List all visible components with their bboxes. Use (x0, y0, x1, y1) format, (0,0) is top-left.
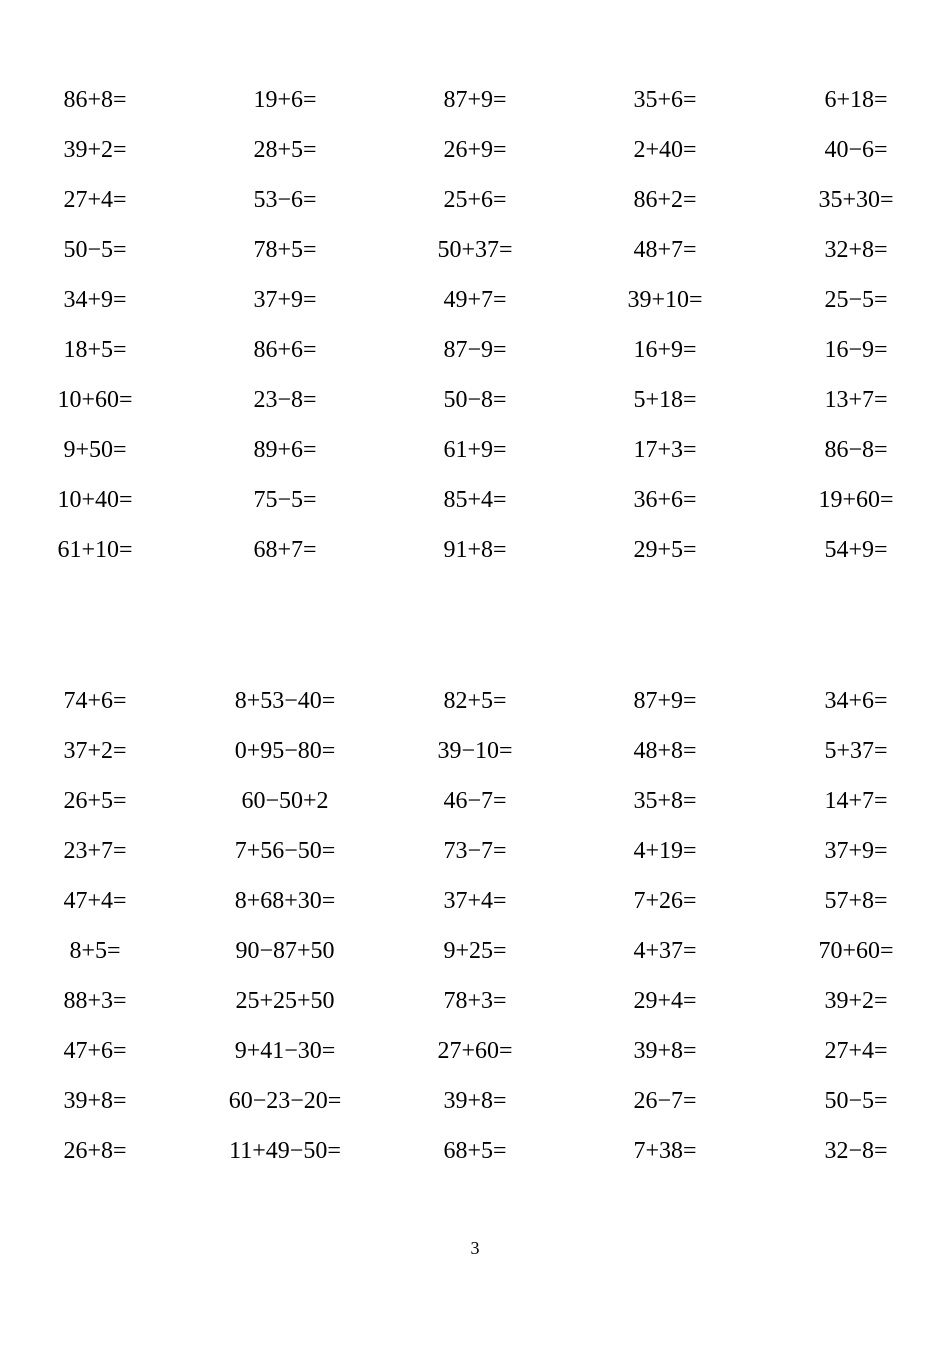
math-problem: 86+8= (63, 87, 127, 113)
math-problem: 88+3= (63, 988, 127, 1014)
math-problem: 23−8= (253, 387, 317, 413)
math-problem: 61+9= (443, 437, 507, 463)
math-problem: 9+50= (63, 437, 127, 463)
math-problem: 39+8= (633, 1038, 697, 1064)
math-problem: 75−5= (253, 487, 317, 513)
exercise-block-2 (0, 676, 950, 1176)
math-problem: 39−10= (437, 738, 513, 764)
math-problem: 35+8= (633, 788, 697, 814)
math-problem: 7+26= (633, 888, 697, 914)
math-problem: 87+9= (443, 87, 507, 113)
math-problem: 25+25+50 (235, 988, 335, 1014)
math-problem: 27+4= (63, 187, 127, 213)
math-problem: 78+3= (443, 988, 507, 1014)
math-problem: 86+2= (633, 187, 697, 213)
math-problem: 4+37= (633, 938, 697, 964)
math-problem: 19+6= (253, 87, 317, 113)
exercise-row (0, 676, 950, 726)
math-problem: 90−87+50 (235, 938, 335, 964)
exercise-row (0, 275, 950, 325)
math-problem: 11+49−50= (229, 1138, 341, 1164)
exercise-row (0, 876, 950, 926)
math-problem: 47+6= (63, 1038, 127, 1064)
math-problem: 74+6= (63, 688, 127, 714)
exercise-block-1 (0, 75, 950, 575)
math-problem: 34+9= (63, 287, 127, 313)
math-problem: 9+25= (443, 938, 507, 964)
math-problem: 73−7= (443, 838, 507, 864)
math-problem: 5+37= (824, 738, 888, 764)
math-problem: 16−9= (824, 337, 888, 363)
exercise-row (0, 325, 950, 375)
math-problem: 82+5= (443, 688, 507, 714)
math-problem: 50+37= (437, 237, 513, 263)
math-problem: 37+9= (824, 838, 888, 864)
math-problem: 9+41−30= (234, 1038, 336, 1064)
math-problem: 8+5= (69, 938, 121, 964)
math-problem: 47+4= (63, 888, 127, 914)
math-problem: 25−5= (824, 287, 888, 313)
math-problem: 54+9= (824, 537, 888, 563)
math-problem: 37+2= (63, 738, 127, 764)
math-problem: 10+40= (57, 487, 133, 513)
math-problem: 87+9= (633, 688, 697, 714)
math-problem: 89+6= (253, 437, 317, 463)
math-problem: 39+8= (63, 1088, 127, 1114)
math-problem: 37+9= (253, 287, 317, 313)
math-problem: 78+5= (253, 237, 317, 263)
math-problem: 87−9= (443, 337, 507, 363)
math-problem: 6+18= (824, 87, 888, 113)
math-problem: 23+7= (63, 838, 127, 864)
math-problem: 29+5= (633, 537, 697, 563)
math-problem: 16+9= (633, 337, 697, 363)
exercise-row (0, 926, 950, 976)
math-problem: 49+7= (443, 287, 507, 313)
math-problem: 86−8= (824, 437, 888, 463)
math-problem: 48+8= (633, 738, 697, 764)
math-problem: 60−50+2 (241, 788, 329, 814)
math-problem: 14+7= (824, 788, 888, 814)
math-problem: 25+6= (443, 187, 507, 213)
math-problem: 60−23−20= (228, 1088, 342, 1114)
math-problem: 40−6= (824, 137, 888, 163)
math-problem: 35+30= (818, 187, 894, 213)
exercise-row (0, 75, 950, 125)
math-problem: 2+40= (633, 137, 697, 163)
math-problem: 4+19= (633, 838, 697, 864)
exercise-row (0, 1076, 950, 1126)
math-problem: 39+10= (627, 287, 703, 313)
math-problem: 32+8= (824, 237, 888, 263)
exercise-row (0, 726, 950, 776)
exercise-row (0, 1026, 950, 1076)
math-problem: 28+5= (253, 137, 317, 163)
math-problem: 27+60= (437, 1038, 513, 1064)
exercise-row (0, 125, 950, 175)
math-problem: 85+4= (443, 487, 507, 513)
math-problem: 17+3= (633, 437, 697, 463)
math-problem: 8+53−40= (234, 688, 336, 714)
math-problem: 35+6= (633, 87, 697, 113)
math-problem: 68+7= (253, 537, 317, 563)
exercise-row (0, 175, 950, 225)
page-number: 3 (470, 1238, 480, 1258)
math-problem: 26+5= (63, 788, 127, 814)
math-problem: 32−8= (824, 1138, 888, 1164)
math-problem: 70+60= (818, 938, 894, 964)
math-problem: 0+95−80= (234, 738, 336, 764)
math-problem: 29+4= (633, 988, 697, 1014)
math-problem: 39+2= (824, 988, 888, 1014)
math-problem: 8+68+30= (234, 888, 336, 914)
math-problem: 7+38= (633, 1138, 697, 1164)
math-problem: 36+6= (633, 487, 697, 513)
exercise-row (0, 1126, 950, 1176)
math-problem: 57+8= (824, 888, 888, 914)
math-problem: 91+8= (443, 537, 507, 563)
math-problem: 37+4= (443, 888, 507, 914)
exercise-row (0, 375, 950, 425)
exercise-row (0, 776, 950, 826)
math-problem: 46−7= (443, 788, 507, 814)
math-problem: 18+5= (63, 337, 127, 363)
exercise-row (0, 525, 950, 575)
math-problem: 10+60= (57, 387, 133, 413)
exercise-row (0, 475, 950, 525)
exercise-row (0, 976, 950, 1026)
math-problem: 50−5= (63, 237, 127, 263)
math-problem: 26−7= (633, 1088, 697, 1114)
math-problem: 5+18= (633, 387, 697, 413)
math-problem: 50−8= (443, 387, 507, 413)
math-problem: 86+6= (253, 337, 317, 363)
math-problem: 19+60= (818, 487, 894, 513)
math-problem: 39+2= (63, 137, 127, 163)
math-problem: 7+56−50= (234, 838, 336, 864)
exercise-row (0, 826, 950, 876)
math-problem: 68+5= (443, 1138, 507, 1164)
math-problem: 26+8= (63, 1138, 127, 1164)
math-problem: 27+4= (824, 1038, 888, 1064)
math-problem: 26+9= (443, 137, 507, 163)
exercise-row (0, 425, 950, 475)
math-problem: 39+8= (443, 1088, 507, 1114)
math-problem: 50−5= (824, 1088, 888, 1114)
math-problem: 13+7= (824, 387, 888, 413)
math-problem: 34+6= (824, 688, 888, 714)
exercise-row (0, 225, 950, 275)
math-problem: 48+7= (633, 237, 697, 263)
math-problem: 53−6= (253, 187, 317, 213)
math-problem: 61+10= (57, 537, 133, 563)
